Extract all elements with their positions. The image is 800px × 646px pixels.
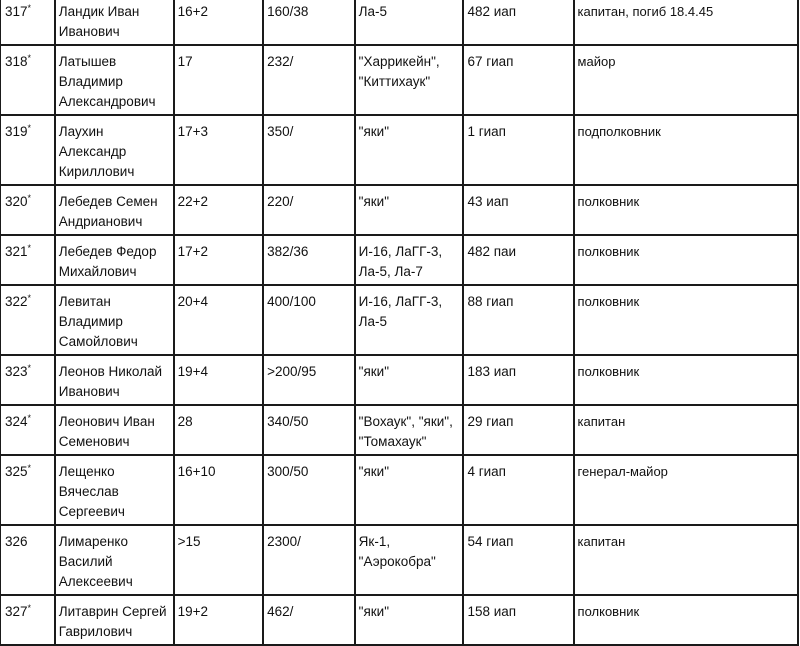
table-row	[0, 525, 798, 595]
pilot-name: Лебедев Семен Андрианович	[55, 185, 174, 235]
aircraft-cell: "яки"	[355, 355, 464, 405]
row-number: 323*	[0, 355, 55, 405]
row-number: 322*	[0, 285, 55, 355]
fights-cell: 350/	[263, 115, 355, 185]
table-row	[0, 235, 798, 285]
star-mark: *	[27, 53, 32, 63]
pilot-name: Леонов Николай Иванович	[55, 355, 174, 405]
fights-cell: 232/	[263, 45, 355, 115]
table-row	[0, 285, 798, 355]
row-number: 327*	[0, 595, 55, 645]
fights-cell: 220/	[263, 185, 355, 235]
pilot-name: Ландик Иван Иванович	[55, 0, 174, 45]
sorties-cell: >15	[174, 525, 263, 595]
unit-cell: 158 иап	[463, 595, 573, 645]
table-row	[0, 355, 798, 405]
aircraft-cell: "яки"	[355, 185, 464, 235]
unit-cell: 482 паи	[463, 235, 573, 285]
fights-cell: 340/50	[263, 405, 355, 455]
table-row	[0, 0, 798, 45]
fights-cell: 400/100	[263, 285, 355, 355]
star-mark: *	[27, 413, 32, 423]
aircraft-cell: "яки"	[355, 455, 464, 525]
aircraft-cell: И-16, ЛаГГ-3, Ла-5	[355, 285, 464, 355]
aircraft-cell: Ла-5	[355, 0, 464, 45]
fights-cell: 300/50	[263, 455, 355, 525]
star-mark: *	[27, 603, 32, 613]
pilot-name: Литаврин Сергей Гаврилович	[55, 595, 174, 645]
fights-cell: 462/	[263, 595, 355, 645]
row-number: 319*	[0, 115, 55, 185]
sorties-cell: 17+3	[174, 115, 263, 185]
table-row	[0, 405, 798, 455]
star-mark: *	[27, 3, 32, 13]
aircraft-cell: "Вохаук", "яки", "Томахаук"	[355, 405, 464, 455]
sorties-cell: 17+2	[174, 235, 263, 285]
aircraft-cell: "Харрикейн", "Киттихаук"	[355, 45, 464, 115]
unit-cell: 88 гиап	[463, 285, 573, 355]
pilot-name: Латышев Владимир Александрович	[55, 45, 174, 115]
star-mark: *	[27, 293, 32, 303]
table-row	[0, 185, 798, 235]
unit-cell: 482 иап	[463, 0, 573, 45]
rank-cell: капитан, погиб 18.4.45	[574, 0, 798, 45]
sorties-cell: 28	[174, 405, 263, 455]
pilot-name: Леонович Иван Семенович	[55, 405, 174, 455]
aircraft-cell: И-16, ЛаГГ-3, Ла-5, Ла-7	[355, 235, 464, 285]
aircraft-cell: Як-1, "Аэрокобра"	[355, 525, 464, 595]
star-mark: *	[27, 123, 32, 133]
pilot-name: Лещенко Вячеслав Сергеевич	[55, 455, 174, 525]
row-number: 326	[0, 525, 55, 595]
aircraft-cell: "яки"	[355, 595, 464, 645]
pilot-name: Левитан Владимир Самойлович	[55, 285, 174, 355]
sorties-cell: 17	[174, 45, 263, 115]
unit-cell: 54 гиап	[463, 525, 573, 595]
rank-cell: подполковник	[574, 115, 798, 185]
unit-cell: 43 иап	[463, 185, 573, 235]
rank-cell: капитан	[574, 405, 798, 455]
row-number: 321*	[0, 235, 55, 285]
pilot-name: Лаухин Александр Кириллович	[55, 115, 174, 185]
rank-cell: полковник	[574, 595, 798, 645]
pilot-name: Лебедев Федор Михайлович	[55, 235, 174, 285]
sorties-cell: 16+10	[174, 455, 263, 525]
rank-cell: полковник	[574, 285, 798, 355]
row-number: 318*	[0, 45, 55, 115]
row-number: 317*	[0, 0, 55, 45]
table-row	[0, 115, 798, 185]
row-number: 325*	[0, 455, 55, 525]
table-row	[0, 595, 798, 645]
rank-cell: капитан	[574, 525, 798, 595]
sorties-cell: 20+4	[174, 285, 263, 355]
sorties-cell: 16+2	[174, 0, 263, 45]
unit-cell: 67 гиап	[463, 45, 573, 115]
rank-cell: полковник	[574, 355, 798, 405]
table-row	[0, 455, 798, 525]
unit-cell: 183 иап	[463, 355, 573, 405]
sorties-cell: 19+4	[174, 355, 263, 405]
aircraft-cell: "яки"	[355, 115, 464, 185]
fights-cell: >200/95	[263, 355, 355, 405]
rank-cell: майор	[574, 45, 798, 115]
rank-cell: генерал-майор	[574, 455, 798, 525]
fights-cell: 382/36	[263, 235, 355, 285]
unit-cell: 4 гиап	[463, 455, 573, 525]
rank-cell: полковник	[574, 185, 798, 235]
rank-cell: полковник	[574, 235, 798, 285]
star-mark: *	[27, 363, 32, 373]
fights-cell: 160/38	[263, 0, 355, 45]
star-mark: *	[27, 463, 32, 473]
unit-cell: 29 гиап	[463, 405, 573, 455]
sorties-cell: 22+2	[174, 185, 263, 235]
unit-cell: 1 гиап	[463, 115, 573, 185]
fights-cell: 2300/	[263, 525, 355, 595]
pilot-name: Лимаренко Василий Алексеевич	[55, 525, 174, 595]
row-number: 320*	[0, 185, 55, 235]
sorties-cell: 19+2	[174, 595, 263, 645]
star-mark: *	[27, 193, 32, 203]
star-mark: *	[27, 243, 32, 253]
table-row	[0, 45, 798, 115]
row-number: 324*	[0, 405, 55, 455]
